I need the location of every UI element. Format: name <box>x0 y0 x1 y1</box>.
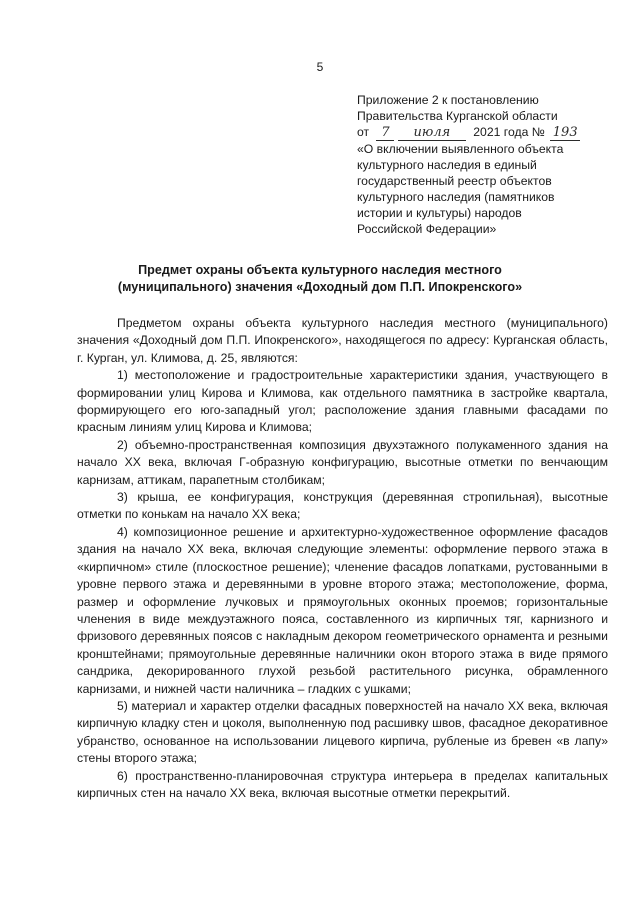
date-year-text: 2021 года № <box>473 125 545 139</box>
appendix-subject-line: государственный реестр объектов <box>357 174 552 188</box>
intro-paragraph: Предметом охраны объекта культурного наследия местного (муниципального) значения «Доходный дом П.П. Ипокренского», находящегося по адресу: Курганская область, г. Курган, ул. Климова, д. 25, являются: <box>77 316 608 365</box>
heading-line-2: (муниципального) значения «Доходный дом П.П. Ипокренского» <box>117 280 523 294</box>
appendix-date-line <box>357 124 617 141</box>
heading-line-1: Предмет охраны объекта культурного наследия местного <box>138 263 502 277</box>
page-number: 5 <box>316 60 324 74</box>
appendix-block <box>357 92 617 237</box>
list-item-2: 2) объемно-пространственная композиция двухэтажного полукаменного здания на начало XX века, включая Г-образную конфигурацию, высотные отметки по венчающим карнизам, аттикам, парапетным столбикам; <box>77 437 608 487</box>
appendix-line-2: Правительства Курганской области <box>357 109 558 123</box>
handwritten-day: 7 <box>376 126 394 141</box>
list-item-6: 6) пространственно-планировочная структура интерьера в пределах капитальных кирпичных стен на начало XX века, включая высотные отметки перекрытий. <box>77 768 608 800</box>
list-item-5: 5) материал и характер отделки фасадных поверхностей на начало XX века, включая кирпичную кладку стен и цоколя, выполненную под расшивку швов, фасадное декоративное убранство, основанное на использовании лицевого кирпича, рубленые из бревен «в лапу» стены второго этажа; <box>77 698 608 766</box>
list-item-3: 3) крыша, ее конфигурация, конструкция (деревянная стропильная), высотные отметки по конькам на начало XX века; <box>77 490 608 522</box>
document-heading <box>90 262 550 296</box>
list-item-4: 4) композиционное решение и архитектурно-художественное оформление фасадов здания на начало XX века, включая следующие элементы: оформление первого этажа в «кирпичном» стиле (плоскостное решение); членение фасадов лопатками, рустованными в уровне первого этажа и деревянными в уровне второго этажа; местоположение, форма, размер и оформление лучковых и прямоугольных оконных проемов; горизонтальные членения в виде междуэтажного пояса, составленного из кирпичных тяг, карнизного и фризового деревянных поясов с накладным декором геометрического орнамента и резными кронштейнами; прямоугольные деревянные наличники окон второго этажа в виде прямого сандрика, декорированного глухой резьбой растительного рисунка, обрамленного карнизами, и нижней части наличника – гладких с ушками; <box>77 524 608 696</box>
appendix-subject-line: «О включении выявленного объекта <box>357 142 564 156</box>
date-prefix: от <box>357 125 370 139</box>
appendix-line-1: Приложение 2 к постановлению <box>357 93 539 107</box>
handwritten-month: июля <box>398 126 466 141</box>
appendix-subject-line: истории и культуры) народов <box>357 206 522 220</box>
appendix-subject-line: культурного наследия (памятников <box>357 190 555 204</box>
appendix-subject-line: Российской Федерации» <box>357 222 497 236</box>
handwritten-doc-number: 193 <box>550 126 580 141</box>
document-body <box>77 315 608 802</box>
appendix-subject-line: культурного наследия в единый <box>357 158 537 172</box>
list-item-1: 1) местоположение и градостроительные характеристики здания, участвующего в формировании улиц Кирова и Климова, как отдельного памятника в застройке квартала, формирующего его юго-западный угол; расположение здания главными фасадами по красным линиям улиц Кирова и Климова; <box>77 368 608 435</box>
